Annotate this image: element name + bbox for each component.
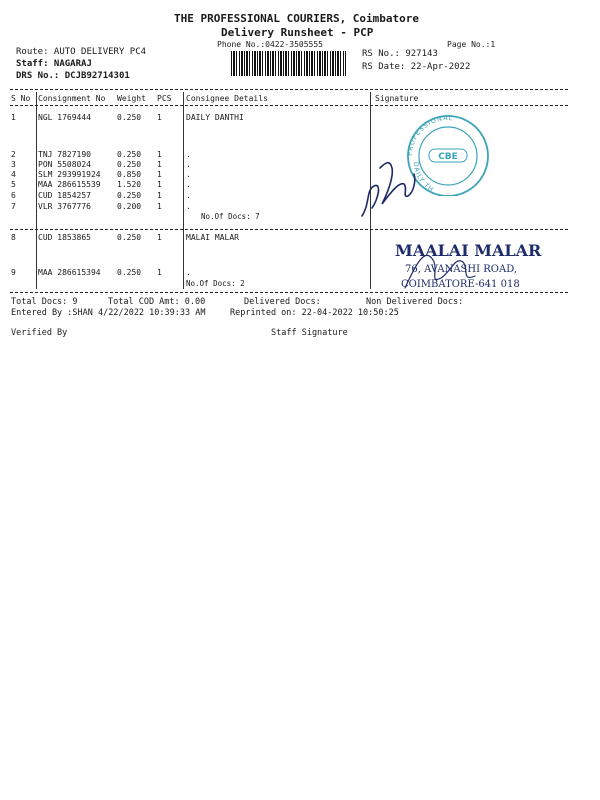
- row-sno: 7: [11, 202, 16, 211]
- row-sno: 2: [11, 150, 16, 159]
- row-weight: 0.850: [117, 170, 142, 179]
- phone-number: Phone No.:0422-3505555: [217, 40, 323, 49]
- row-consignment: TNJ 7827190: [38, 150, 91, 159]
- row-details: .: [186, 180, 191, 189]
- row-consignment: SLM 293991924: [38, 170, 101, 179]
- company-name: THE PROFESSIONAL COURIERS, Coimbatore: [174, 12, 420, 25]
- stamp-bottom-text: DAILY TH: [411, 161, 436, 194]
- row-pcs: 1: [157, 150, 162, 159]
- drs-number: DRS No.: DCJB92714301: [16, 71, 130, 81]
- row-consignment: NGL 1769444: [38, 113, 91, 122]
- row-consignment: CUD 1854257: [38, 191, 91, 200]
- staff-name: Staff: NAGARAJ: [16, 59, 92, 69]
- page-number: Page No.:1: [447, 40, 496, 49]
- table-header-rule: [10, 105, 568, 106]
- row-pcs: 1: [157, 268, 162, 277]
- group-divider-rule: [10, 229, 568, 230]
- col-header-sno: S No: [11, 94, 31, 103]
- handwritten-signature-1: [352, 138, 432, 228]
- col-divider-details: [183, 92, 184, 289]
- total-docs: Total Docs: 9: [11, 297, 78, 307]
- row-weight: 0.250: [117, 150, 142, 159]
- col-divider-sno: [36, 92, 37, 289]
- row-details: MALAI MALAR: [186, 233, 239, 242]
- row-weight: 1.520: [117, 180, 142, 189]
- row-sno: 6: [11, 191, 16, 200]
- row-weight: 0.250: [117, 113, 142, 122]
- staff-signature-label: Staff Signature: [271, 328, 348, 338]
- rs-date: RS Date: 22-Apr-2022: [362, 62, 471, 72]
- row-details: DAILY DANTHI: [186, 113, 244, 122]
- rs-number: RS No.: 927143: [362, 49, 438, 59]
- row-weight: 0.250: [117, 191, 142, 200]
- row-pcs: 1: [157, 170, 162, 179]
- row-pcs: 1: [157, 160, 162, 169]
- row-consignment: PON 5508024: [38, 160, 91, 169]
- barcode: [231, 51, 346, 76]
- row-pcs: 1: [157, 113, 162, 122]
- row-pcs: 1: [157, 191, 162, 200]
- stamp-top-text: PROFESSIONAL: [405, 113, 454, 157]
- row-consignment: CUD 1853865: [38, 233, 91, 242]
- row-pcs: 1: [157, 180, 162, 189]
- row-weight: 0.250: [117, 268, 142, 277]
- total-cod-amount: Total COD Amt: 0.00: [108, 297, 206, 307]
- table-top-rule: [10, 89, 568, 90]
- row-details: .: [186, 150, 191, 159]
- document-title: Delivery Runsheet - PCP: [221, 26, 374, 39]
- verified-by-label: Verified By: [11, 328, 68, 338]
- col-header-weight: Weight: [117, 94, 146, 103]
- group-doc-count: No.Of Docs: 2: [186, 279, 245, 288]
- row-details: .: [186, 170, 191, 179]
- group-doc-count: No.Of Docs: 7: [201, 212, 260, 221]
- row-weight: 0.200: [117, 202, 142, 211]
- row-sno: 3: [11, 160, 16, 169]
- delivered-docs: Delivered Docs:: [244, 297, 321, 307]
- row-consignment: VLR 3767776: [38, 202, 91, 211]
- stamp-center-text: CBE: [438, 152, 458, 162]
- malai-malar-stamp: [385, 236, 563, 296]
- row-details: .: [186, 202, 191, 211]
- route: Route: AUTO DELIVERY PC4: [16, 47, 147, 57]
- col-header-consignment: Consignment No: [38, 94, 106, 103]
- row-sno: 1: [11, 113, 16, 122]
- row-pcs: 1: [157, 202, 162, 211]
- row-consignment: MAA 286615539: [38, 180, 101, 189]
- row-pcs: 1: [157, 233, 162, 242]
- stamp-company-name: MAALAI MALAR: [395, 241, 542, 260]
- row-details: .: [186, 191, 191, 200]
- col-header-consignee: Consignee Details: [186, 94, 268, 103]
- row-consignment: MAA 286615394: [38, 268, 101, 277]
- entered-by: Entered By :SHAN 4/22/2022 10:39:33 AM: [11, 308, 206, 318]
- row-details: .: [186, 268, 191, 277]
- stamp-city-line: COIMBATORE-641 018: [401, 279, 520, 290]
- row-sno: 9: [11, 268, 16, 277]
- stamp-address-line: 76, AVANASHI ROAD,: [405, 264, 518, 275]
- row-sno: 4: [11, 170, 16, 179]
- non-delivered-docs: Non Delivered Docs:: [366, 297, 464, 307]
- row-weight: 0.250: [117, 233, 142, 242]
- row-details: .: [186, 160, 191, 169]
- row-sno: 8: [11, 233, 16, 242]
- col-header-signature: Signature: [375, 94, 419, 103]
- reprinted-on: Reprinted on: 22-04-2022 10:50:25: [230, 308, 399, 318]
- col-header-pcs: PCS: [157, 94, 172, 103]
- row-weight: 0.250: [117, 160, 142, 169]
- row-sno: 5: [11, 180, 16, 189]
